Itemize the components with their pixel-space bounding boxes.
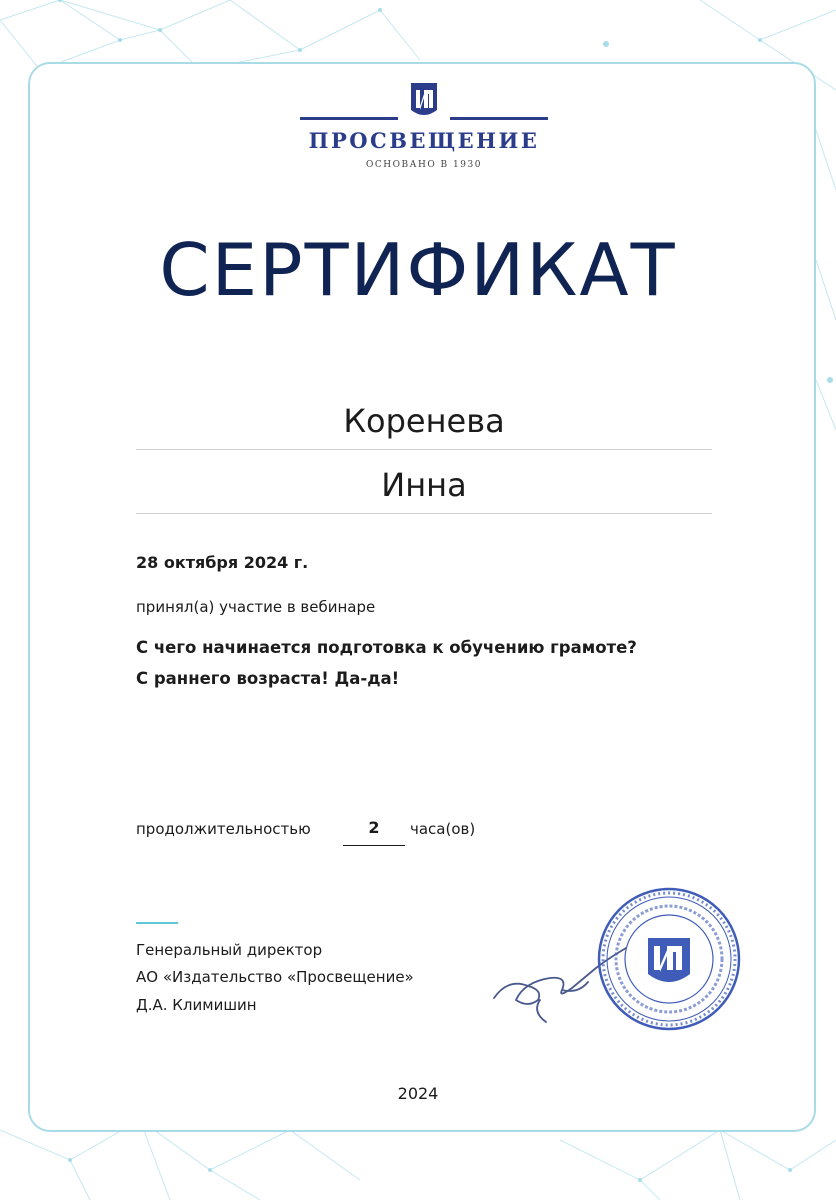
publisher-emblem-icon	[410, 82, 438, 120]
duration-underline	[343, 845, 405, 846]
footer-year: 2024	[397, 1084, 439, 1103]
signatory-company: АО «Издательство «Просвещение»	[136, 968, 414, 986]
certificate-title: СЕРТИФИКАТ	[159, 228, 677, 312]
event-date: 28 октября 2024 г.	[136, 553, 309, 572]
recipient-first-name: Инна	[381, 466, 467, 504]
signatory-accent-line	[136, 922, 178, 924]
duration-unit: часа(ов)	[410, 820, 476, 838]
logo-rule-right	[450, 117, 548, 120]
logo-name: ПРОСВЕЩЕНИЕ	[308, 128, 540, 153]
duration-value: 2	[368, 818, 380, 837]
participation-text: принял(а) участие в вебинаре	[136, 598, 376, 616]
company-seal-icon	[596, 886, 742, 1032]
logo-subtitle: ОСНОВАНО В 1930	[366, 160, 482, 170]
signatory-name: Д.А. Климишин	[136, 996, 257, 1014]
first-name-underline	[136, 513, 712, 514]
publisher-logo	[300, 82, 548, 177]
signatory-position: Генеральный директор	[136, 941, 323, 959]
webinar-title-line-1: С чего начинается подготовка к обучению грамоте?	[136, 638, 637, 657]
duration-prefix: продолжительностью	[136, 820, 311, 838]
last-name-underline	[136, 449, 712, 450]
recipient-last-name: Коренева	[343, 402, 505, 440]
webinar-title-line-2: С раннего возраста! Да-да!	[136, 669, 400, 688]
logo-rule-left	[300, 117, 398, 120]
